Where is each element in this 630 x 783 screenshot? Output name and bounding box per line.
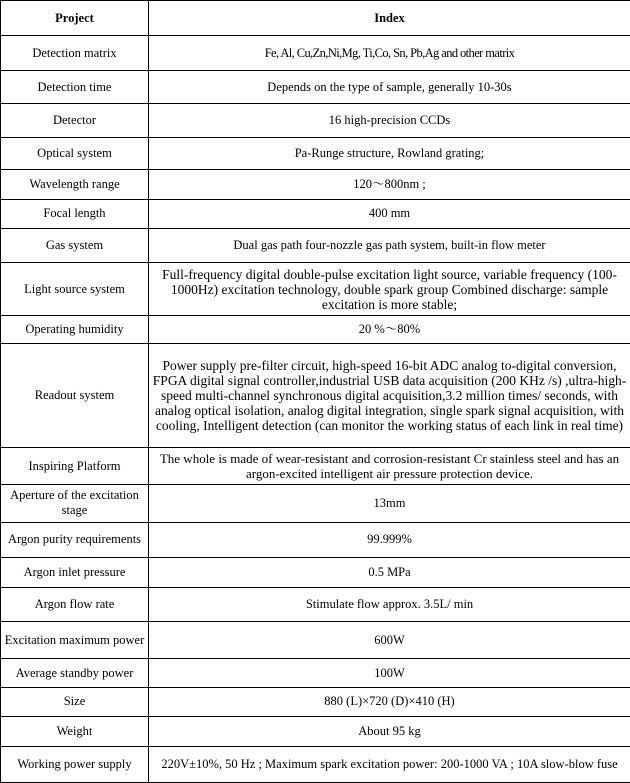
index-cell: Full-frequency digital double-pulse excitation light source, variable frequency (100-1000Hz) excitation technology, double spark group Combined discharge: sample excitation is more stable; xyxy=(149,263,630,316)
table-row xyxy=(1,587,630,621)
table-row xyxy=(1,71,630,104)
table-row xyxy=(1,557,630,587)
project-cell: Light source system xyxy=(1,263,149,316)
project-cell: Operating humidity xyxy=(1,316,149,343)
project-cell: Focal length xyxy=(1,199,149,228)
table-row xyxy=(1,263,630,316)
index-cell: 100W xyxy=(149,659,630,688)
project-cell: Aperture of the excitation stage xyxy=(1,485,149,522)
project-cell: Argon purity requirements xyxy=(1,522,149,557)
project-cell: Size xyxy=(1,688,149,716)
index-cell: Dual gas path four-nozzle gas path system, built-in flow meter xyxy=(149,229,630,263)
project-cell: Detection time xyxy=(1,71,149,104)
project-cell: Working power supply xyxy=(1,746,149,782)
project-cell: Average standby power xyxy=(1,659,149,688)
project-cell: Wavelength range xyxy=(1,169,149,199)
table-row xyxy=(1,104,630,137)
index-cell: 880 (L)×720 (D)×410 (H) xyxy=(149,688,630,716)
table-row xyxy=(1,343,630,448)
table-row xyxy=(1,622,630,659)
index-header: Index xyxy=(149,1,630,36)
table-row xyxy=(1,485,630,522)
table-row xyxy=(1,448,630,485)
project-cell: Argon flow rate xyxy=(1,587,149,621)
index-cell: Power supply pre-filter circuit, high-speed 16-bit ADC analog to-digital conversion, FPGA digital signal controller,industrial USB data acquisition (200 KHz /s) ,ultra-high-speed multi-channel synchronous digital acquisition,3.2 million times/ seconds, with analog optical isolation, analog digital integration, single spark signal acquisition, with cooling, Intelligent detection (can monitor the working status of each link in real time) xyxy=(149,343,630,448)
index-cell: 99.999% xyxy=(149,522,630,557)
project-header: Project xyxy=(1,1,149,36)
table-row xyxy=(1,137,630,169)
table-row xyxy=(1,316,630,343)
table-row xyxy=(1,746,630,782)
index-cell: 0.5 MPa xyxy=(149,557,630,587)
index-cell: The whole is made of wear-resistant and corrosion-resistant Cr stainless steel and has an argon-excited intelligent air pressure protection device. xyxy=(149,448,630,485)
project-cell: Readout system xyxy=(1,343,149,448)
index-cell: 120～800nm ; xyxy=(149,169,630,199)
index-cell: 20 %～80% xyxy=(149,316,630,343)
project-cell: Detection matrix xyxy=(1,36,149,71)
index-cell: 13mm xyxy=(149,485,630,522)
project-cell: Weight xyxy=(1,716,149,746)
table-row xyxy=(1,169,630,199)
index-cell: About 95 kg xyxy=(149,716,630,746)
index-cell: 220V±10%, 50 Hz ; Maximum spark excitation power: 200-1000 VA ; 10A slow-blow fuse xyxy=(149,746,630,782)
project-cell: Gas system xyxy=(1,229,149,263)
table-row xyxy=(1,36,630,71)
index-cell: Pa-Runge structure, Rowland grating; xyxy=(149,137,630,169)
index-cell: Depends on the type of sample, generally 10-30s xyxy=(149,71,630,104)
index-cell: 400 mm xyxy=(149,199,630,228)
index-cell: 16 high-precision CCDs xyxy=(149,104,630,137)
project-cell: Argon inlet pressure xyxy=(1,557,149,587)
table-row xyxy=(1,229,630,263)
project-cell: Optical system xyxy=(1,137,149,169)
table-row xyxy=(1,688,630,716)
index-cell: Fe, Al, Cu,Zn,Ni,Mg, Ti,Co, Sn, Pb,Ag and other matrix xyxy=(149,36,630,71)
table-row xyxy=(1,716,630,746)
table-row xyxy=(1,659,630,688)
index-cell: 600W xyxy=(149,622,630,659)
table-row xyxy=(1,199,630,228)
project-cell: Excitation maximum power xyxy=(1,622,149,659)
project-cell: Detector xyxy=(1,104,149,137)
header-row xyxy=(1,1,630,36)
table-row xyxy=(1,522,630,557)
index-cell: Stimulate flow approx. 3.5L/ min xyxy=(149,587,630,621)
project-cell: Inspiring Platform xyxy=(1,448,149,485)
